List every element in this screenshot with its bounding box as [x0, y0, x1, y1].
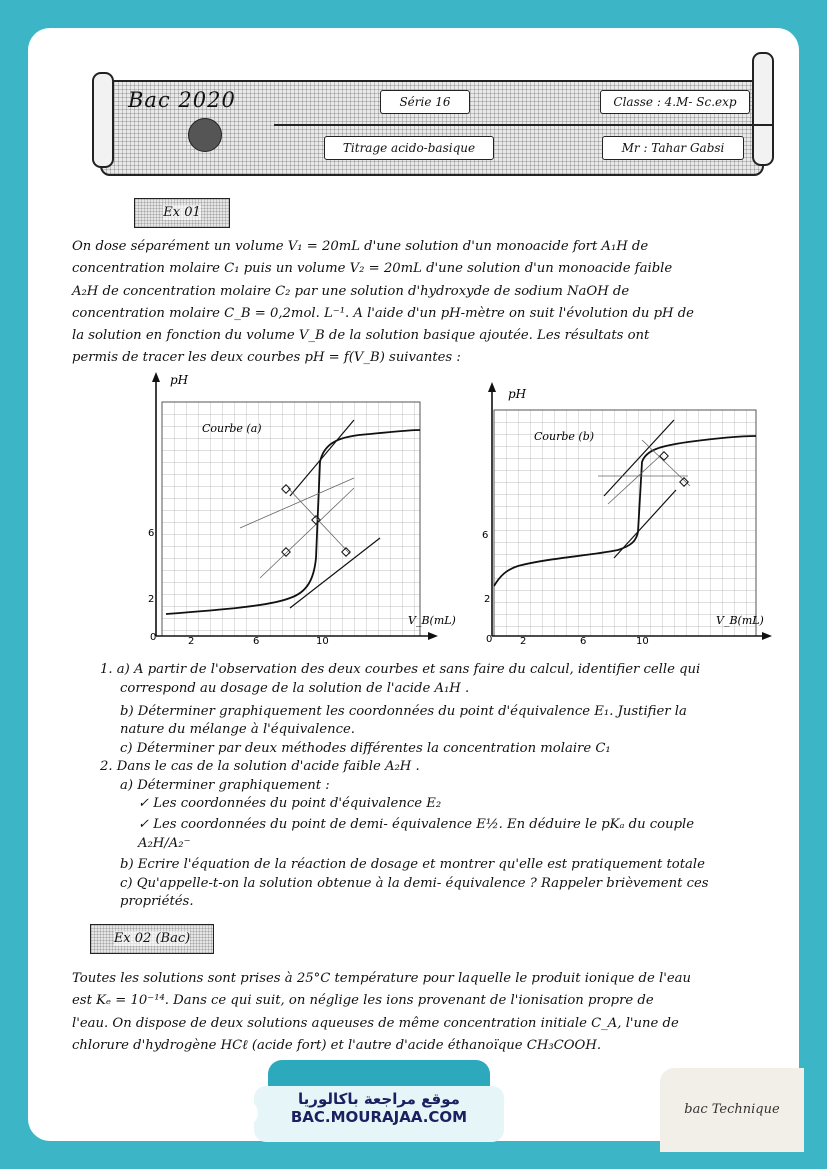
- ex1-intro: [72, 236, 762, 370]
- footer-logo-left-icon: [232, 1100, 258, 1126]
- question-line: ✓ Les coordonnées du point d'équivalence E₂: [138, 796, 442, 811]
- bac-technique-logo: bac Technique: [660, 1068, 804, 1152]
- footer-arabic: موقع مراجعة باكالوريا: [298, 1090, 460, 1108]
- footer-badge[interactable]: [254, 1086, 504, 1142]
- scroll-roll-right: [752, 52, 774, 166]
- footer-logo-right-icon: [528, 1100, 554, 1126]
- graph-a-xtick: 2: [188, 636, 195, 647]
- question-line: 2. Dans le cas de la solution d'acide faible A₂H .: [100, 759, 420, 774]
- graph-b: [478, 380, 778, 650]
- logo-icon: [188, 118, 222, 152]
- teacher-label: Mr : Tahar Gabsi: [602, 136, 744, 160]
- graph-b-xtick: 6: [580, 636, 587, 647]
- graph-b-xlabel: V_B(mL): [716, 614, 764, 627]
- graph-b-curve-label: Courbe (b): [534, 430, 595, 443]
- title-label: Titrage acido-basique: [324, 136, 494, 160]
- brand-title: Bac 2020: [128, 88, 236, 112]
- intro-line: On dose séparément un volume V₁ = 20mL d'une solution d'un monoacide fort A₁H de: [72, 239, 649, 254]
- header-scroll: [92, 52, 774, 182]
- graph-a-ytick: 2: [148, 594, 155, 605]
- footer-site-link[interactable]: BAC.MOURAJAA.COM: [290, 1108, 468, 1126]
- graph-b-xtick: 2: [520, 636, 527, 647]
- graph-a-xtick: 10: [316, 636, 329, 647]
- question-line: nature du mélange à l'équivalence.: [120, 722, 355, 737]
- graph-a-xtick: 6: [253, 636, 260, 647]
- intro-line: A₂H de concentration molaire C₂ par une solution d'hydroxyde de sodium NaOH de: [72, 283, 630, 299]
- serie-label: Série 16: [380, 90, 470, 114]
- intro-line: concentration molaire C₁ puis un volume V₂ = 20mL d'une solution d'un monoacide faible: [72, 261, 673, 277]
- graph-b-ylabel: pH: [508, 387, 527, 401]
- graph-a-ylabel: pH: [170, 373, 189, 387]
- question-line: correspond au dosage de la solution de l'acide A₁H .: [120, 681, 470, 696]
- classe-label: Classe : 4.M- Sc.exp: [600, 90, 750, 114]
- question-line: c) Qu'appelle-t-on la solution obtenue à la demi- équivalence ? Rappeler brièvement ces: [120, 876, 709, 891]
- question-line: b) Déterminer graphiquement les coordonnées du point d'équivalence E₁. Justifier la: [120, 704, 687, 719]
- intro-line: concentration molaire C_B = 0,2mol. L⁻¹. A l'aide d'un pH-mètre on suit l'évolution du pH de: [72, 305, 694, 321]
- ex1-label: Ex 01: [134, 198, 230, 228]
- question-line: propriétés.: [120, 894, 194, 909]
- graph-a-ytick: 0: [150, 632, 157, 643]
- ex2-line: Toutes les solutions sont prises à 25°C température pour laquelle le produit ionique de l'eau: [72, 971, 691, 986]
- intro-line: permis de tracer les deux courbes pH = f(V_B) suivantes :: [72, 350, 461, 366]
- graph-a-curve-label: Courbe (a): [202, 422, 262, 435]
- ex2-line: est Kₑ = 10⁻¹⁴. Dans ce qui suit, on néglige les ions provenant de l'ionisation propre de: [72, 993, 654, 1009]
- ex2-line: chlorure d'hydrogène HCℓ (acide fort) et l'autre d'acide éthanoïque CH₃COOH.: [72, 1037, 602, 1053]
- graph-b-ytick: 2: [484, 594, 491, 605]
- question-line: a) Déterminer graphiquement :: [120, 778, 330, 793]
- graph-b-xtick: 10: [636, 636, 649, 647]
- question-line: ✓ Les coordonnées du point de demi- équivalence E½. En déduire le pKₐ du couple: [138, 817, 695, 832]
- graph-b-ytick: 0: [486, 634, 493, 645]
- graph-a: [140, 368, 456, 650]
- question-line: b) Ecrire l'équation de la réaction de dosage et montrer qu'elle est pratiquement totale: [120, 857, 705, 872]
- question-line: A₂H/A₂⁻: [138, 836, 191, 851]
- graph-b-ytick: 6: [482, 530, 489, 541]
- question-line: c) Déterminer par deux méthodes différentes la concentration molaire C₁: [120, 741, 611, 756]
- graph-a-ytick: 6: [148, 528, 155, 539]
- ex2-text: [72, 968, 762, 1057]
- header-divider: [274, 124, 772, 126]
- graph-a-xlabel: V_B(mL): [408, 614, 456, 627]
- ex2-label: Ex 02 (Bac): [90, 924, 214, 954]
- scroll-roll-left: [92, 72, 114, 168]
- question-line: 1. a) A partir de l'observation des deux courbes et sans faire du calcul, identifier celle qui: [100, 662, 701, 677]
- intro-line: la solution en fonction du volume V_B de la solution basique ajoutée. Les résultats ont: [72, 328, 650, 344]
- ex2-line: l'eau. On dispose de deux solutions aqueuses de même concentration initiale C_A, l'une de: [72, 1015, 679, 1031]
